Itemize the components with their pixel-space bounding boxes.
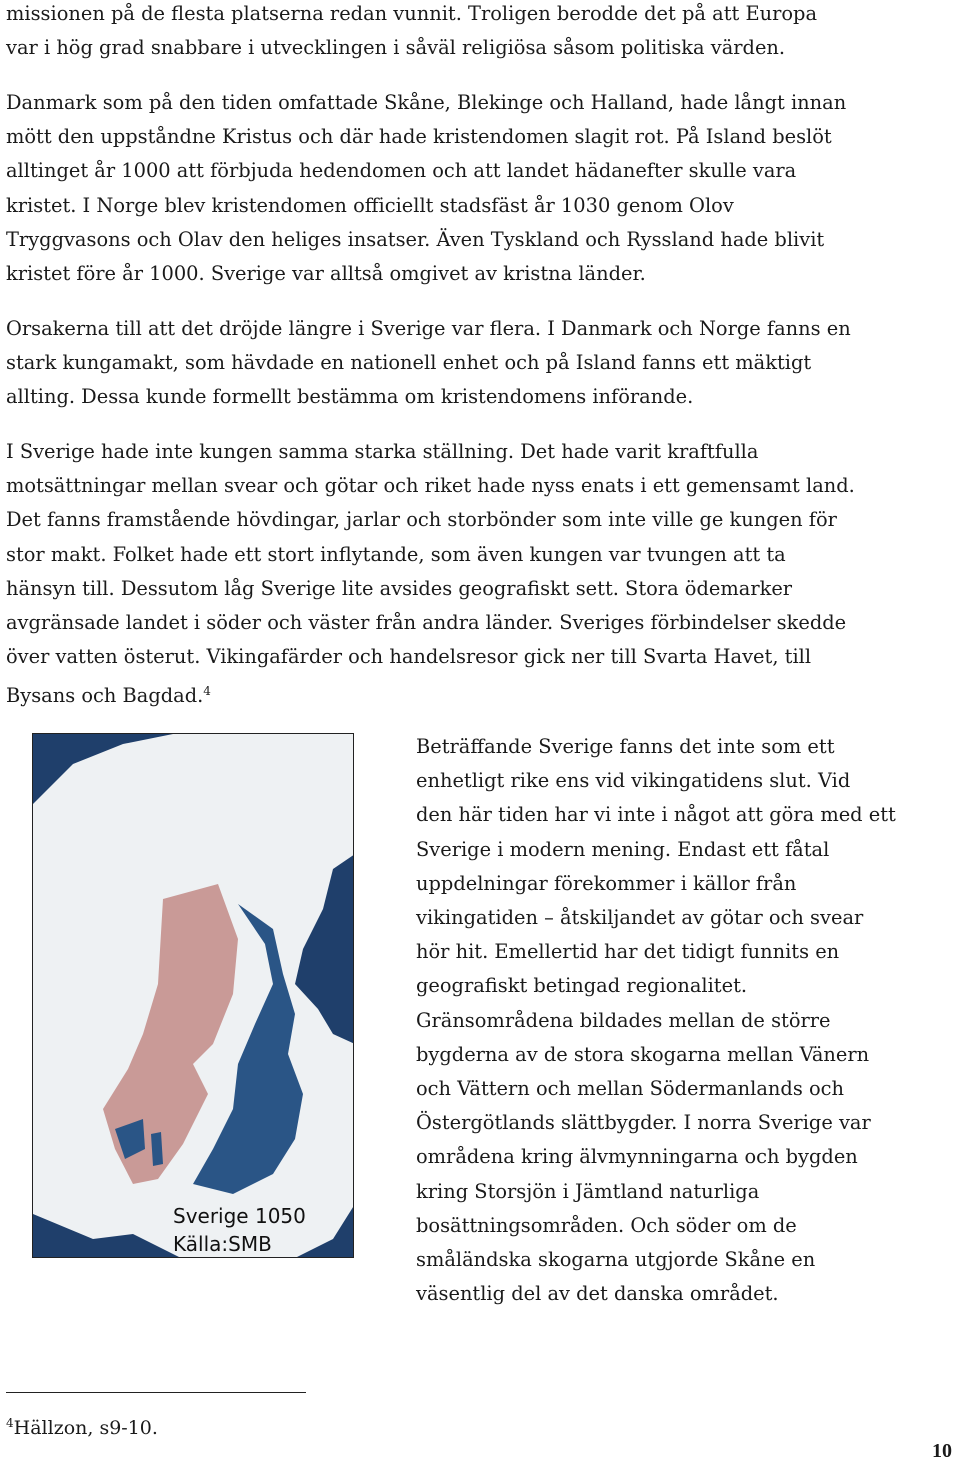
text-line: kristet före år 1000. Sverige var alltså omgivet av kristna länder. [6, 262, 646, 286]
paragraph-1 [6, 0, 817, 65]
map-lake-vattern [151, 1132, 163, 1166]
map-caption-title: Sverige 1050 [173, 1204, 306, 1228]
text-line: Gränsområdena bildades mellan de större [416, 1008, 831, 1032]
map-caption [173, 1202, 306, 1258]
text-line: geografiskt betingad regionalitet. [416, 974, 748, 998]
footnote-text: Hällzon, s9-10. [13, 1417, 158, 1439]
paragraph-4 [6, 435, 855, 714]
text-line: stor makt. Folket hade ett stort inflytande, som även kungen var tvungen att ta [6, 542, 786, 566]
paragraph-5 [416, 730, 896, 1311]
text-line: över vatten österut. Vikingafärder och handelsresor gick ner till Svarta Havet, till [6, 645, 812, 669]
text-line: områdena kring älvmynningarna och bygden [416, 1145, 858, 1169]
text-line: bygderna av de stora skogarna mellan Vänern [416, 1042, 870, 1066]
text-line: Östergötlands slättbygder. I norra Sverige var [416, 1111, 871, 1135]
text-line: bosättningsområden. Och söder om de [416, 1213, 797, 1237]
text-line: kring Storsjön i Jämtland naturliga [416, 1179, 760, 1203]
text-line: Orsakerna till att det dröjde längre i Sverige var flera. I Danmark och Norge fanns en [6, 317, 851, 340]
text-line: allting. Dessa kunde formellt bestämma om kristendomens införande. [6, 385, 694, 409]
map-caption-source: Källa:SMB [173, 1232, 272, 1256]
text-line: kristet. I Norge blev kristendomen officiellt stadsfäst år 1030 genom Olov [6, 193, 734, 217]
text-line: Det fanns framstående hövdingar, jarlar och storbönder som inte ville ge kungen för [6, 508, 837, 532]
text-line: Beträffande Sverige fanns det inte som ett [416, 735, 835, 758]
text-line: enhetligt rike ens vid vikingatidens slut. Vid [416, 769, 851, 793]
text-line: mött den uppståndne Kristus och där hade kristendomen slagit rot. På Island beslöt [6, 125, 832, 149]
text-line: väsentlig del av det danska området. [416, 1282, 779, 1306]
page-number: 10 [932, 1440, 952, 1462]
map-sverige-1050 [32, 733, 354, 1258]
text-line: var i hög grad snabbare i utvecklingen i såväl religiösa såsom politiska värden. [6, 36, 786, 60]
footnote-separator [6, 1392, 306, 1393]
text-line: missionen på de flesta platserna redan vunnit. Troligen berodde det på att Europa [6, 2, 817, 25]
paragraph-3 [6, 312, 851, 415]
text-line: och Vättern och mellan Södermanlands och [416, 1077, 844, 1101]
text-line: vikingatiden – åtskiljandet av götar och svear [416, 906, 864, 930]
paragraph-2 [6, 86, 846, 291]
footnote [6, 1411, 158, 1440]
text-line-end: Bysans och Bagdad. [6, 684, 204, 708]
text-line: småländska skogarna utgjorde Skåne en [416, 1248, 816, 1272]
footnote-marker: 4 [6, 1416, 14, 1430]
text-line: Tryggvasons och Olav den heliges insatser. Även Tyskland och Ryssland hade blivit [6, 227, 825, 251]
text-line: hänsyn till. Dessutom låg Sverige lite avsides geografiskt sett. Stora ödemarker [6, 576, 793, 600]
text-line: uppdelningar förekommer i källor från [416, 871, 797, 895]
map-illustration [33, 734, 354, 1258]
text-line: Sverige i modern mening. Endast ett fåtal [416, 837, 830, 861]
text-line: stark kungamakt, som hävdade en nationell enhet och på Island fanns ett mäktigt [6, 351, 812, 375]
text-line: motsättningar mellan svear och götar och riket hade nyss enats i ett gemensamt land. [6, 474, 855, 498]
text-line: den här tiden har vi inte i något att göra med ett [416, 803, 896, 827]
text-line: alltinget år 1000 att förbjuda hedendomen och att landet hädanefter skulle vara [6, 159, 797, 183]
text-line: hör hit. Emellertid har det tidigt funnits en [416, 940, 840, 964]
text-line: avgränsade landet i söder och väster från andra länder. Sveriges förbindelser skedde [6, 611, 847, 635]
text-line [6, 674, 855, 713]
text-line: Danmark som på den tiden omfattade Skåne, Blekinge och Halland, hade långt innan [6, 91, 847, 114]
footnote-reference[interactable]: 4 [203, 684, 211, 699]
text-line: I Sverige hade inte kungen samma starka ställning. Det hade varit kraftfulla [6, 440, 759, 463]
